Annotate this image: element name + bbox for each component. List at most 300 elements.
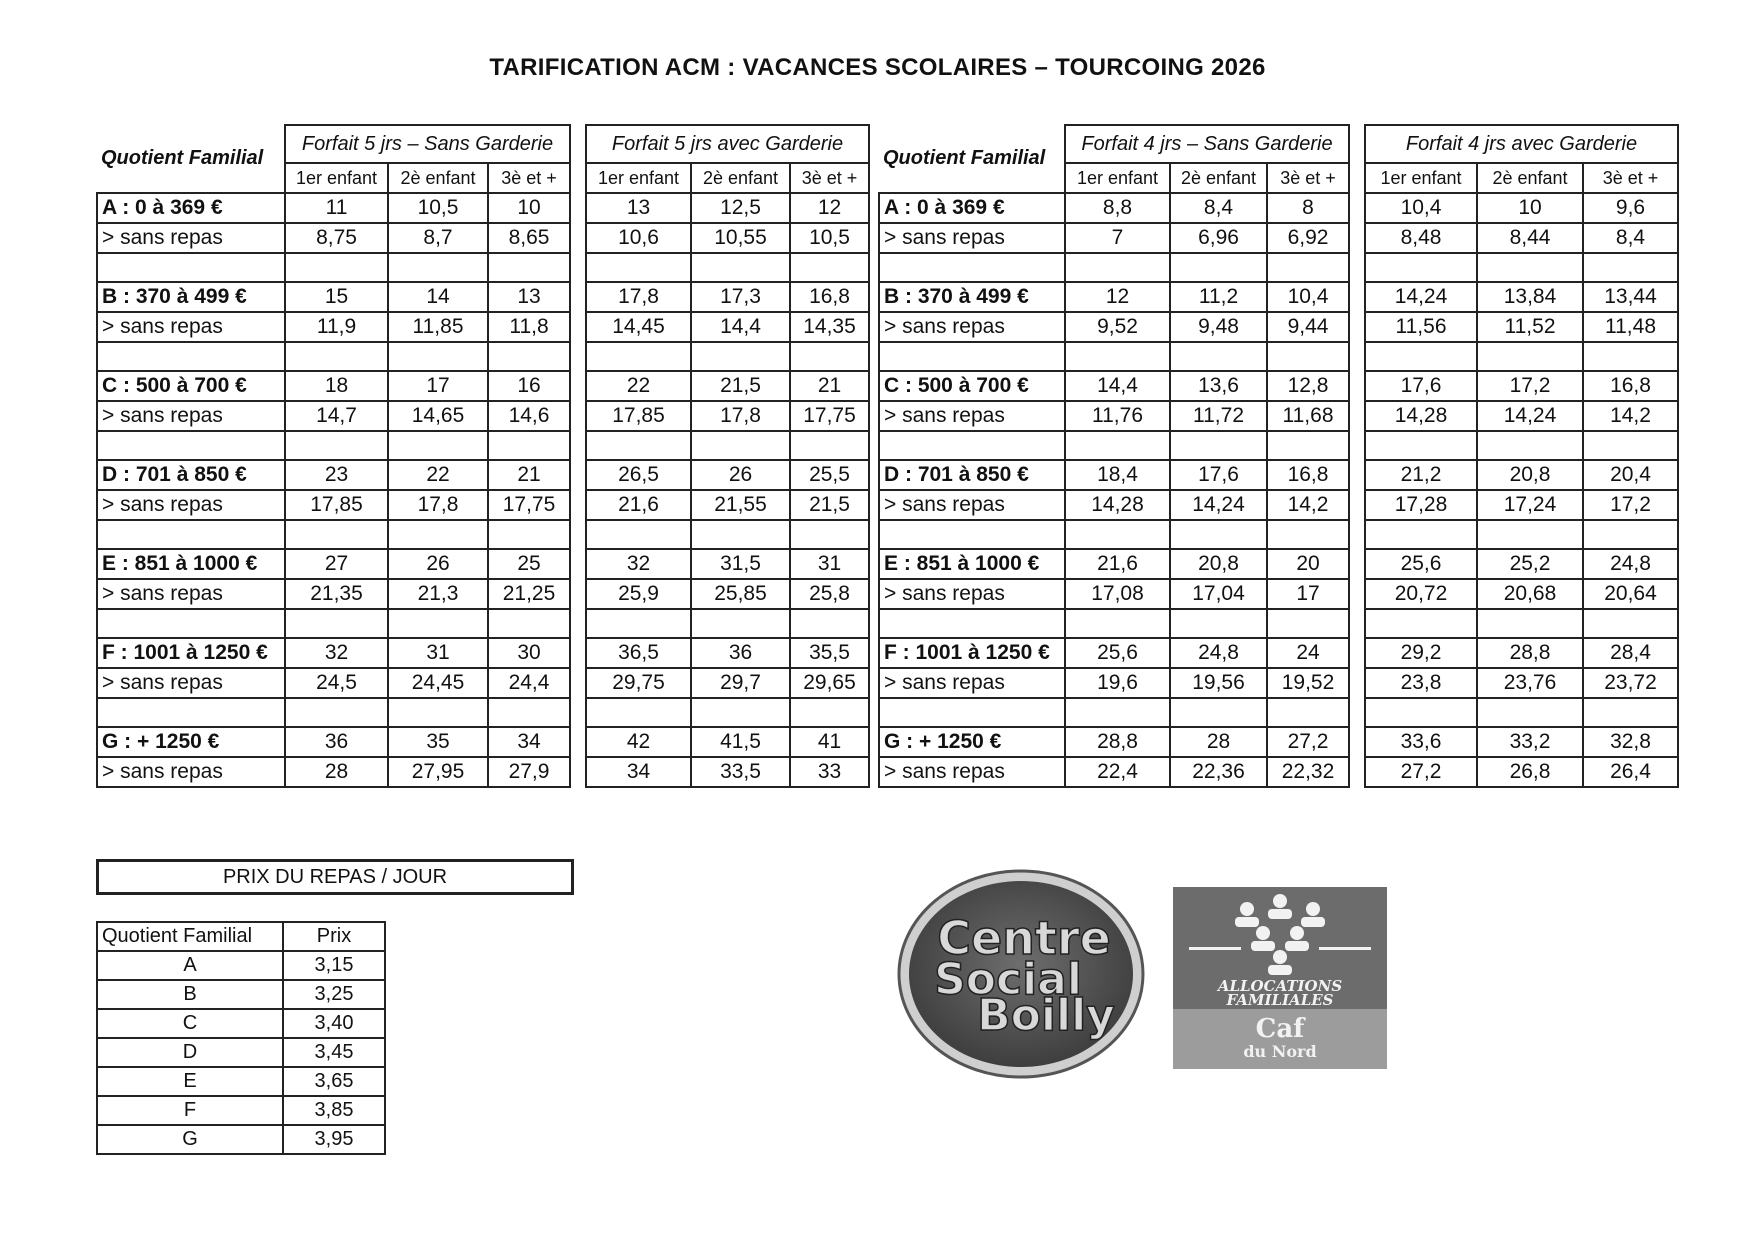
tarif-row <box>97 727 869 757</box>
price-cell: 16 <box>488 371 570 401</box>
price-cell: 12,8 <box>1267 371 1349 401</box>
empty-cell <box>1365 520 1477 549</box>
empty-cell <box>790 342 869 371</box>
empty-cell <box>879 342 1065 371</box>
price-cell: 34 <box>488 727 570 757</box>
meal-price-row <box>97 1067 385 1096</box>
empty-cell <box>1170 431 1267 460</box>
price-cell: 14,24 <box>1477 401 1583 431</box>
price-cell: 27,2 <box>1267 727 1349 757</box>
price-cell: 26,5 <box>586 460 691 490</box>
price-cell: 14,65 <box>388 401 488 431</box>
column-separator <box>570 342 586 371</box>
price-cell: 17,24 <box>1477 490 1583 520</box>
price-cell: 24,4 <box>488 668 570 698</box>
sans-repas-label: > sans repas <box>97 490 285 520</box>
tarif-row <box>97 638 869 668</box>
spacer-row <box>879 520 1678 549</box>
spacer-row <box>879 698 1678 727</box>
group-header-row <box>97 125 869 163</box>
empty-cell <box>1267 253 1349 282</box>
price-cell: 18,4 <box>1065 460 1170 490</box>
spacer-row <box>97 342 869 371</box>
column-separator <box>570 490 586 520</box>
price-cell: 10 <box>1477 193 1583 223</box>
quotient-label: G : + 1250 € <box>879 727 1065 757</box>
tarif-row <box>879 193 1678 223</box>
meal-price-row <box>97 1125 385 1154</box>
price-cell: 20 <box>1267 549 1349 579</box>
sans-repas-label: > sans repas <box>879 668 1065 698</box>
empty-cell <box>97 431 285 460</box>
quotient-label: E : 851 à 1000 € <box>879 549 1065 579</box>
tarif-row-sans-repas <box>879 312 1678 342</box>
price-cell: 14,45 <box>586 312 691 342</box>
tarif-row-sans-repas <box>97 223 869 253</box>
price-cell: 21,5 <box>790 490 869 520</box>
empty-cell <box>1267 520 1349 549</box>
column-separator <box>570 579 586 609</box>
price-cell: 20,68 <box>1477 579 1583 609</box>
price-cell: 34 <box>586 757 691 787</box>
price-cell: 30 <box>488 638 570 668</box>
price-cell: 13 <box>488 282 570 312</box>
price-cell: 21,2 <box>1365 460 1477 490</box>
price-cell: 21,55 <box>691 490 790 520</box>
price-cell: 20,4 <box>1583 460 1678 490</box>
sans-repas-label: > sans repas <box>97 668 285 698</box>
price-cell: 16,8 <box>1267 460 1349 490</box>
meal-header-row <box>97 922 385 951</box>
quotient-label: B : 370 à 499 € <box>879 282 1065 312</box>
column-separator <box>570 312 586 342</box>
price-cell: 12 <box>790 193 869 223</box>
price-cell: 23,72 <box>1583 668 1678 698</box>
empty-cell <box>488 520 570 549</box>
column-header: 3è et + <box>790 163 869 193</box>
price-cell: 17,85 <box>285 490 388 520</box>
meal-qf: A <box>97 951 283 980</box>
price-cell: 17 <box>1267 579 1349 609</box>
column-separator <box>570 668 586 698</box>
price-cell: 11,56 <box>1365 312 1477 342</box>
price-cell: 11 <box>285 193 388 223</box>
svg-text:ALLOCATIONS: ALLOCATIONS <box>1217 977 1343 995</box>
empty-cell <box>1583 520 1678 549</box>
tarif-row <box>879 727 1678 757</box>
meal-price: 3,45 <box>283 1038 385 1067</box>
tarif-row <box>97 371 869 401</box>
price-cell: 17,8 <box>691 401 790 431</box>
price-cell: 21,25 <box>488 579 570 609</box>
price-cell: 31,5 <box>691 549 790 579</box>
price-cell: 14,35 <box>790 312 869 342</box>
spacer-row <box>879 609 1678 638</box>
svg-text:Boilly: Boilly <box>977 990 1115 1041</box>
empty-cell <box>790 520 869 549</box>
column-separator <box>1349 371 1365 401</box>
price-cell: 27,9 <box>488 757 570 787</box>
price-cell: 28,8 <box>1477 638 1583 668</box>
price-cell: 23 <box>285 460 388 490</box>
empty-cell <box>488 698 570 727</box>
empty-cell <box>1170 698 1267 727</box>
empty-cell <box>285 342 388 371</box>
empty-cell <box>1477 609 1583 638</box>
empty-cell <box>1065 253 1170 282</box>
price-cell: 27 <box>285 549 388 579</box>
price-cell: 21 <box>488 460 570 490</box>
price-cell: 32,8 <box>1583 727 1678 757</box>
svg-text:Caf: Caf <box>1255 1014 1305 1044</box>
price-cell: 28,4 <box>1583 638 1678 668</box>
meal-qf: D <box>97 1038 283 1067</box>
column-separator <box>570 460 586 490</box>
spacer-row <box>879 342 1678 371</box>
empty-cell <box>1583 698 1678 727</box>
meal-price: 3,15 <box>283 951 385 980</box>
column-separator <box>570 431 586 460</box>
sans-repas-label: > sans repas <box>97 223 285 253</box>
price-cell: 27,95 <box>388 757 488 787</box>
price-cell: 24,8 <box>1583 549 1678 579</box>
price-cell: 17,2 <box>1583 490 1678 520</box>
price-cell: 10,5 <box>388 193 488 223</box>
meal-header-qf: Quotient Familial <box>97 922 283 951</box>
column-separator <box>1349 549 1365 579</box>
empty-cell <box>1170 609 1267 638</box>
quotient-label: D : 701 à 850 € <box>97 460 285 490</box>
column-header: 1er enfant <box>1065 163 1170 193</box>
page-title: TARIFICATION ACM : VACANCES SCOLAIRES – TOURCOING 2026 <box>489 54 1266 81</box>
price-cell: 10,6 <box>586 223 691 253</box>
meal-price-title: PRIX DU REPAS / JOUR <box>96 859 574 895</box>
price-cell: 14,24 <box>1365 282 1477 312</box>
price-cell: 11,9 <box>285 312 388 342</box>
price-cell: 14,24 <box>1170 490 1267 520</box>
spacer-row <box>879 431 1678 460</box>
price-cell: 7 <box>1065 223 1170 253</box>
meal-qf: G <box>97 1125 283 1154</box>
empty-cell <box>879 253 1065 282</box>
price-cell: 32 <box>586 549 691 579</box>
price-cell: 14,28 <box>1365 401 1477 431</box>
price-cell: 14,4 <box>691 312 790 342</box>
column-separator <box>1349 223 1365 253</box>
empty-cell <box>388 609 488 638</box>
column-separator <box>570 727 586 757</box>
empty-cell <box>586 520 691 549</box>
spacer-row <box>879 253 1678 282</box>
empty-cell <box>97 698 285 727</box>
price-cell: 35,5 <box>790 638 869 668</box>
column-separator <box>1349 668 1365 698</box>
tarif-row <box>879 638 1678 668</box>
price-cell: 6,92 <box>1267 223 1349 253</box>
empty-cell <box>388 253 488 282</box>
empty-cell <box>1365 342 1477 371</box>
column-separator <box>1349 609 1365 638</box>
empty-cell <box>388 698 488 727</box>
price-cell: 23,76 <box>1477 668 1583 698</box>
column-separator <box>1349 342 1365 371</box>
price-cell: 13,44 <box>1583 282 1678 312</box>
column-separator <box>570 520 586 549</box>
column-separator <box>1349 757 1365 787</box>
empty-cell <box>1267 698 1349 727</box>
column-separator <box>570 282 586 312</box>
price-cell: 25,2 <box>1477 549 1583 579</box>
price-cell: 11,68 <box>1267 401 1349 431</box>
svg-text:Centre: Centre <box>937 911 1111 965</box>
price-cell: 20,8 <box>1170 549 1267 579</box>
price-cell: 9,48 <box>1170 312 1267 342</box>
tarif-row-sans-repas <box>97 579 869 609</box>
spacer-row <box>97 698 869 727</box>
price-cell: 26 <box>691 460 790 490</box>
price-cell: 18 <box>285 371 388 401</box>
quotient-label: D : 701 à 850 € <box>879 460 1065 490</box>
price-cell: 29,75 <box>586 668 691 698</box>
tarif-row-sans-repas <box>879 579 1678 609</box>
spacer-row <box>97 253 869 282</box>
column-header: 3è et + <box>488 163 570 193</box>
price-cell: 19,56 <box>1170 668 1267 698</box>
empty-cell <box>691 520 790 549</box>
empty-cell <box>691 253 790 282</box>
sans-repas-label: > sans repas <box>879 757 1065 787</box>
quotient-label: C : 500 à 700 € <box>879 371 1065 401</box>
empty-cell <box>1065 520 1170 549</box>
column-header: 2è enfant <box>1477 163 1583 193</box>
price-cell: 13,6 <box>1170 371 1267 401</box>
empty-cell <box>1477 698 1583 727</box>
empty-cell <box>879 431 1065 460</box>
price-cell: 17,04 <box>1170 579 1267 609</box>
column-separator <box>1349 282 1365 312</box>
empty-cell <box>1365 431 1477 460</box>
column-separator <box>1349 638 1365 668</box>
group-header-row <box>879 125 1678 163</box>
price-cell: 26 <box>388 549 488 579</box>
tarif-table-5-jours <box>96 124 870 788</box>
price-cell: 17,28 <box>1365 490 1477 520</box>
column-separator <box>1349 312 1365 342</box>
column-separator <box>1349 698 1365 727</box>
price-cell: 25,6 <box>1065 638 1170 668</box>
price-cell: 25,85 <box>691 579 790 609</box>
meal-price-table <box>96 921 386 1155</box>
tarif-row <box>97 460 869 490</box>
price-cell: 14,28 <box>1065 490 1170 520</box>
column-separator <box>1349 401 1365 431</box>
column-separator <box>570 757 586 787</box>
price-cell: 21,6 <box>1065 549 1170 579</box>
price-cell: 36 <box>285 727 388 757</box>
column-separator <box>570 223 586 253</box>
price-cell: 41,5 <box>691 727 790 757</box>
column-separator <box>1349 727 1365 757</box>
svg-text:du Nord: du Nord <box>1243 1042 1317 1061</box>
spacer-row <box>97 431 869 460</box>
centre-social-boilly-logo <box>896 868 1146 1080</box>
meal-price-row <box>97 980 385 1009</box>
column-separator <box>570 698 586 727</box>
price-cell: 23,8 <box>1365 668 1477 698</box>
empty-cell <box>285 431 388 460</box>
price-cell: 10 <box>488 193 570 223</box>
empty-cell <box>97 253 285 282</box>
price-cell: 31 <box>388 638 488 668</box>
tarif-row-sans-repas <box>97 312 869 342</box>
meal-price: 3,25 <box>283 980 385 1009</box>
sans-repas-label: > sans repas <box>879 579 1065 609</box>
price-cell: 21,3 <box>388 579 488 609</box>
price-cell: 11,52 <box>1477 312 1583 342</box>
group-header-avec-garderie: Forfait 4 jrs avec Garderie <box>1365 125 1678 163</box>
column-separator <box>570 125 586 193</box>
tarif-row <box>97 282 869 312</box>
empty-cell <box>691 698 790 727</box>
empty-cell <box>586 698 691 727</box>
price-cell: 22,32 <box>1267 757 1349 787</box>
price-cell: 13 <box>586 193 691 223</box>
empty-cell <box>1267 609 1349 638</box>
column-separator <box>1349 193 1365 223</box>
price-cell: 20,64 <box>1583 579 1678 609</box>
price-cell: 26,4 <box>1583 757 1678 787</box>
price-cell: 17,3 <box>691 282 790 312</box>
empty-cell <box>1477 342 1583 371</box>
price-cell: 11,76 <box>1065 401 1170 431</box>
svg-text:FAMILIALES: FAMILIALES <box>1226 991 1334 1009</box>
tarif-row-sans-repas <box>97 401 869 431</box>
price-cell: 31 <box>790 549 869 579</box>
column-separator <box>570 401 586 431</box>
price-cell: 28,8 <box>1065 727 1170 757</box>
tarif-row-sans-repas <box>879 668 1678 698</box>
empty-cell <box>790 609 869 638</box>
meal-price: 3,65 <box>283 1067 385 1096</box>
price-cell: 11,85 <box>388 312 488 342</box>
price-cell: 17,85 <box>586 401 691 431</box>
meal-header-price: Prix <box>283 922 385 951</box>
meal-price: 3,95 <box>283 1125 385 1154</box>
price-cell: 17,2 <box>1477 371 1583 401</box>
price-cell: 8,65 <box>488 223 570 253</box>
column-separator <box>1349 460 1365 490</box>
empty-cell <box>488 342 570 371</box>
price-cell: 25,8 <box>790 579 869 609</box>
empty-cell <box>285 698 388 727</box>
meal-price-row <box>97 951 385 980</box>
price-cell: 33,2 <box>1477 727 1583 757</box>
quotient-familial-header: Quotient Familial <box>101 147 264 169</box>
price-cell: 11,72 <box>1170 401 1267 431</box>
price-cell: 22,36 <box>1170 757 1267 787</box>
empty-cell <box>586 253 691 282</box>
empty-cell <box>1365 698 1477 727</box>
meal-price: 3,40 <box>283 1009 385 1038</box>
meal-price-row <box>97 1096 385 1125</box>
price-cell: 11,2 <box>1170 282 1267 312</box>
quotient-label: A : 0 à 369 € <box>97 193 285 223</box>
empty-cell <box>691 609 790 638</box>
price-cell: 11,48 <box>1583 312 1678 342</box>
empty-cell <box>879 609 1065 638</box>
quotient-label: G : + 1250 € <box>97 727 285 757</box>
empty-cell <box>1477 520 1583 549</box>
price-cell: 17,08 <box>1065 579 1170 609</box>
tarif-row-sans-repas <box>97 490 869 520</box>
empty-cell <box>488 431 570 460</box>
tarif-row <box>879 549 1678 579</box>
empty-cell <box>1365 253 1477 282</box>
quotient-label: E : 851 à 1000 € <box>97 549 285 579</box>
sans-repas-label: > sans repas <box>97 401 285 431</box>
tarif-row-sans-repas <box>879 401 1678 431</box>
price-cell: 36,5 <box>586 638 691 668</box>
price-cell: 8,7 <box>388 223 488 253</box>
empty-cell <box>1065 609 1170 638</box>
group-header-sans-garderie: Forfait 4 jrs – Sans Garderie <box>1065 125 1349 163</box>
price-cell: 42 <box>586 727 691 757</box>
price-cell: 17,8 <box>586 282 691 312</box>
price-cell: 8,75 <box>285 223 388 253</box>
empty-cell <box>879 520 1065 549</box>
empty-cell <box>691 431 790 460</box>
column-separator <box>1349 579 1365 609</box>
price-cell: 33,5 <box>691 757 790 787</box>
price-cell: 21,6 <box>586 490 691 520</box>
caf-du-nord-logo <box>1173 887 1387 1069</box>
tarif-row <box>879 371 1678 401</box>
empty-cell <box>488 253 570 282</box>
column-header: 3è et + <box>1583 163 1678 193</box>
column-header: 2è enfant <box>388 163 488 193</box>
tarif-row-sans-repas <box>97 757 869 787</box>
price-cell: 8,4 <box>1170 193 1267 223</box>
price-cell: 8 <box>1267 193 1349 223</box>
meal-qf: C <box>97 1009 283 1038</box>
empty-cell <box>97 520 285 549</box>
price-cell: 17,6 <box>1365 371 1477 401</box>
price-cell: 22 <box>388 460 488 490</box>
quotient-label: F : 1001 à 1250 € <box>879 638 1065 668</box>
price-cell: 8,48 <box>1365 223 1477 253</box>
tarif-row-sans-repas <box>879 223 1678 253</box>
empty-cell <box>790 253 869 282</box>
empty-cell <box>691 342 790 371</box>
price-cell: 41 <box>790 727 869 757</box>
price-cell: 14,2 <box>1583 401 1678 431</box>
svg-text:Social: Social <box>934 954 1082 1005</box>
empty-cell <box>1170 520 1267 549</box>
column-separator <box>570 609 586 638</box>
group-header-avec-garderie: Forfait 5 jrs avec Garderie <box>586 125 869 163</box>
empty-cell <box>388 342 488 371</box>
sans-repas-label: > sans repas <box>97 579 285 609</box>
empty-cell <box>879 698 1065 727</box>
quotient-familial-header: Quotient Familial <box>883 147 1046 169</box>
group-header-sans-garderie: Forfait 5 jrs – Sans Garderie <box>285 125 570 163</box>
meal-qf: F <box>97 1096 283 1125</box>
quotient-label: B : 370 à 499 € <box>97 282 285 312</box>
empty-cell <box>1583 342 1678 371</box>
price-cell: 14,7 <box>285 401 388 431</box>
price-cell: 17,8 <box>388 490 488 520</box>
price-cell: 21,5 <box>691 371 790 401</box>
